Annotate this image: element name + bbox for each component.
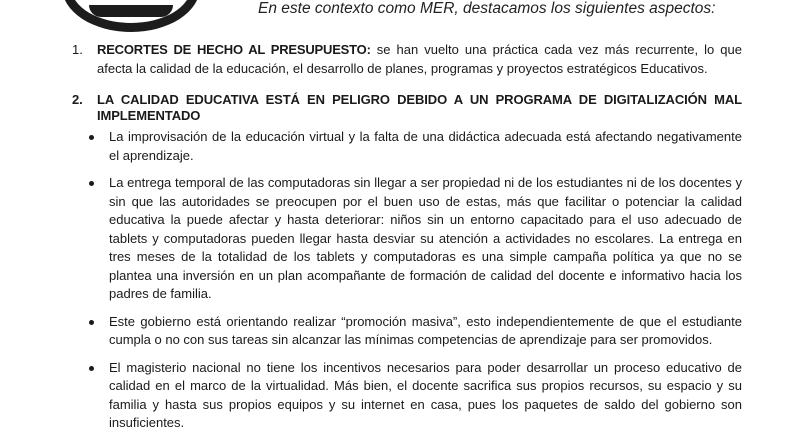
- item-number: 2.: [72, 92, 83, 107]
- bullet-item: [109, 313, 742, 350]
- bullet-text: El magisterio nacional no tiene los incentivos necesarios para poder desarrollar un proceso educativo de calidad en el marco de la virtualidad. Más bien, el docente sacrifica sus propios recursos, su espacio y su familia y hasta sus propios equipos y su internet en casa, pues los paquetes de saldo del gobierno son insuficientes.: [109, 359, 742, 430]
- item-number: 1.: [72, 42, 83, 57]
- item-text: [97, 40, 742, 78]
- list-item-1: [72, 40, 742, 78]
- bullet-icon: [89, 320, 94, 325]
- logo-band: [89, 5, 173, 17]
- item-title: LA CALIDAD EDUCATIVA ESTÁ EN PELIGRO DEBIDO A UN PROGRAMA DE DIGITALIZACIÓN MAL IMPLEMENTADO: [97, 92, 742, 123]
- bullet-icon: [89, 366, 94, 371]
- bullet-text: La entrega temporal de las computadoras sin llegar a ser propiedad ni de los estudiantes ni de los docentes y sin que las autoridades se preocupen por el buen uso de estas, más que facilitar o potenciar la calidad educativa la puede afectar y hasta deteriorar: niños sin un entorno capacitado para el uso adecuado de tablets y computadoras pueden llegar hasta desviar su atención a actividades no escolares. La entrega en tres meses de la totalidad de los tablets y computadoras es una simple campaña política ya que no se plantea una inversión en un plan acompañante de formación de calidad del docente e informativo hacia los padres de familia.: [109, 175, 742, 301]
- bullet-text: Este gobierno está orientando realizar “promoción masiva”, esto independientemente de que el estudiante cumpla o no con sus tareas sin alcanzar las mínimas competencias de aprendizaje para ser promovidos.: [109, 313, 742, 347]
- list-item-2: [72, 92, 742, 442]
- bullet-item: [109, 359, 742, 433]
- item-description: se han vuelto una práctica cada vez más recurrente, lo que afecta la calidad de la educación, el desarrollo de planes, programas y proyectos estratégicos Educativos.: [97, 42, 742, 76]
- item-title: RECORTES DE HECHO AL PRESUPUESTO:: [97, 42, 371, 57]
- bullet-icon: [89, 135, 94, 140]
- item-heading: [72, 92, 742, 124]
- bullet-list: [72, 128, 742, 433]
- bullet-icon: [89, 181, 94, 186]
- bullet-text: La improvisación de la educación virtual y la falta de una didáctica adecuada está afectando negativamente el aprendizaje.: [109, 129, 742, 163]
- bullet-item: [109, 128, 742, 165]
- bullet-item: [109, 174, 742, 304]
- organization-logo: [62, 0, 200, 32]
- intro-line: En este contexto como MER, destacamos los siguientes aspectos:: [258, 0, 716, 17]
